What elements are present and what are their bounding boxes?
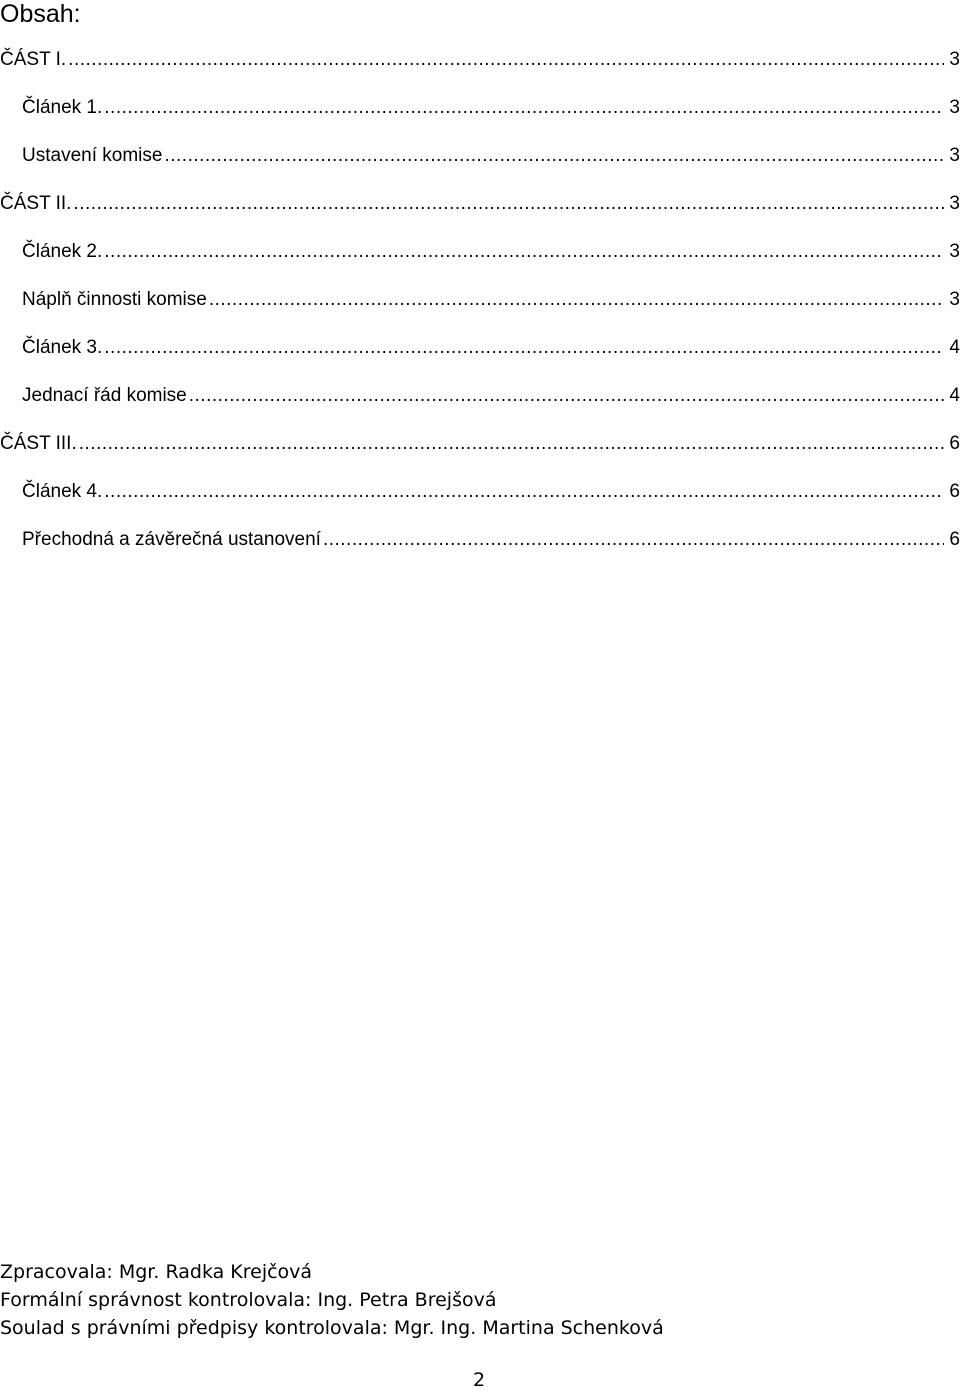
toc-entry-page: 3 [949, 193, 960, 214]
formal-check-by: Formální správnost kontrolovala: Ing. Petra Brejšová [0, 1289, 497, 1311]
toc-entry-label: ČÁST III. [0, 433, 77, 454]
toc-entry-label: Přechodná a závěrečná ustanovení [22, 529, 321, 550]
toc-entry-page: 3 [949, 49, 960, 70]
toc-entry-label: ČÁST II. [0, 193, 72, 214]
legal-check-by: Soulad s právními předpisy kontrolovala: Mgr. Ing. Martina Schenková [0, 1317, 664, 1339]
toc-entry-page: 6 [949, 433, 960, 454]
toc-entry-page: 6 [949, 481, 960, 502]
document-credits [0, 1258, 664, 1342]
toc-entry-page: 4 [949, 337, 960, 358]
toc-entry-label: Náplň činnosti komise [22, 289, 207, 310]
toc-entry-label: Jednací řád komise [22, 385, 187, 406]
toc-dot-leader [104, 334, 944, 362]
prepared-by: Zpracovala: Mgr. Radka Krejčová [0, 1261, 313, 1283]
toc-entry-page: 3 [949, 241, 960, 262]
toc-dot-leader [189, 382, 944, 410]
toc-entry-prechodna-ustanoveni[interactable] [0, 526, 960, 574]
toc-entry-label: Článek 1. [22, 97, 103, 118]
table-of-contents [0, 46, 960, 574]
toc-entry-label: ČÁST I. [0, 49, 67, 70]
toc-entry-label: Článek 2. [22, 241, 103, 262]
toc-entry-page: 4 [949, 385, 960, 406]
toc-dot-leader [209, 286, 944, 314]
toc-entry-page: 6 [949, 529, 960, 550]
toc-dot-leader [164, 142, 944, 170]
toc-entry-clanek-4[interactable] [0, 478, 960, 526]
toc-entry-cast-1[interactable] [0, 46, 960, 94]
toc-dot-leader [323, 526, 944, 554]
toc-entry-jednaci-rad[interactable] [0, 382, 960, 430]
toc-dot-leader [73, 190, 944, 218]
toc-dot-leader [104, 238, 944, 266]
toc-entry-clanek-1[interactable] [0, 94, 960, 142]
toc-dot-leader [104, 94, 944, 122]
toc-entry-page: 3 [949, 289, 960, 310]
toc-entry-clanek-2[interactable] [0, 238, 960, 286]
page-number: 2 [473, 1369, 486, 1391]
toc-title: Obsah: [0, 0, 81, 28]
toc-dot-leader [68, 46, 944, 74]
toc-entry-page: 3 [949, 97, 960, 118]
toc-entry-label: Článek 3. [22, 337, 103, 358]
toc-entry-napln-cinnosti[interactable] [0, 286, 960, 334]
toc-entry-label: Článek 4. [22, 481, 103, 502]
toc-dot-leader [79, 430, 944, 458]
toc-entry-cast-3[interactable] [0, 430, 960, 478]
toc-entry-page: 3 [949, 145, 960, 166]
toc-entry-clanek-3[interactable] [0, 334, 960, 382]
toc-entry-label: Ustavení komise [22, 145, 163, 166]
toc-entry-cast-2[interactable] [0, 190, 960, 238]
toc-entry-ustaveni-komise[interactable] [0, 142, 960, 190]
toc-dot-leader [104, 478, 944, 506]
